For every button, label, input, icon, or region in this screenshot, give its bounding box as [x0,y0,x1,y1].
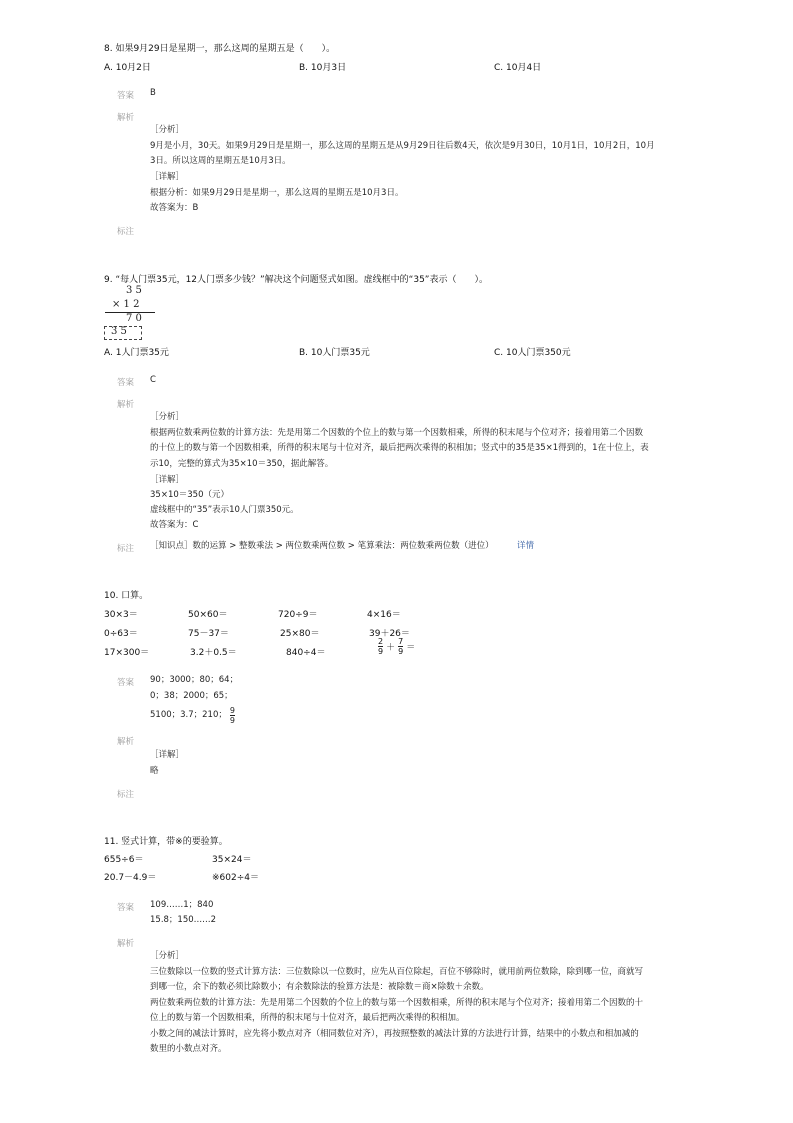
q11-item: 655÷6＝ [104,855,144,865]
q9-option-a: A. 1人门票35元 [104,348,169,358]
q9-xiangjie-line: 故答案为：C [150,520,199,530]
q9-xiangjie-tag: ［详解］ [150,475,185,485]
q8-fenxi-tag: ［分析］ [150,125,185,135]
q11-fenxi-line: 三位数除以一位数的竖式计算方法：三位数除以一位数时，应先从百位除起，百位不够除时，就用前两位数除，除到哪一位，商就写 [150,967,644,977]
q9-note-label: 标注 [117,544,135,554]
q8-xiangjie-line: 故答案为：B [150,203,199,213]
calc-partial-1: 7 0 [126,313,142,324]
fraction [398,637,403,656]
q10-analysis-label: 解析 [117,737,135,747]
q9-xiangjie-line: 虚线框中的“35”表示10人门票350元。 [150,505,299,515]
q11-analysis-label: 解析 [117,939,135,949]
q8-option-a: A. 10月2日 [104,63,151,73]
q10-item: 0÷63＝ [104,629,138,639]
calc-partial-2: 3 5 [111,326,127,337]
q11-fenxi-line: 数里的小数点对齐。 [150,1044,227,1054]
numerator: 9 [229,706,235,715]
fraction [378,637,383,656]
q11-answer-line: 109……1；840 [150,900,214,910]
q8-answer: B [150,88,156,98]
q11-fenxi-line: 到哪一位，余下的数必须比除数小；有余数除法的验算方法是：被除数＝商×除数＋余数。 [150,982,489,992]
equals-sign: ＝ [406,643,416,653]
q10-note-label: 标注 [117,790,135,800]
q11-fenxi-line: 小数之间的减法计算时，应先将小数点对齐（相同数位对齐），再按照整数的减法计算的方法进行计算，结果中的小数点和相加减的 [150,1029,639,1039]
q11-fenxi-tag: ［分析］ [150,951,185,961]
denominator: 9 [378,647,384,656]
q9-option-b: B. 10人门票35元 [299,348,370,358]
calc-multiplier: × 1 2 [112,299,140,310]
q8-note-label: 标注 [117,227,135,237]
q11-item: 35×24＝ [212,855,252,865]
denominator: 9 [398,647,404,656]
q10-answer-line [150,706,235,725]
q10-item: 4×16＝ [367,610,401,620]
q10-item: 840÷4＝ [286,648,326,658]
q10-item: 25×80＝ [280,629,320,639]
q9-answer: C [150,375,156,385]
q8-fenxi-line: 3日。所以这周的星期五是10月3日。 [150,156,291,166]
q10-xiangjie-tag: ［详解］ [150,750,185,760]
q8-answer-label: 答案 [117,91,135,101]
q10-item: 75－37＝ [188,629,229,639]
q10-answer-line: 0；38；2000；65； [150,691,233,701]
q9-answer-label: 答案 [117,378,135,388]
answer-fraction [230,706,235,725]
q11-item: ※602÷4＝ [212,873,259,883]
numerator: 2 [378,637,384,646]
denominator: 9 [229,716,235,725]
q10-answer-line: 90；3000；80；64； [150,675,239,685]
q11-answer-line: 15.8；150……2 [150,915,217,925]
q8-option-b: B. 10月3日 [299,63,347,73]
q9-fenxi-line: 的十位上的数与第一个因数相乘，所得的积末尾与十位对齐，最后把两次乘得的积相加；竖式中的35是35×1得到的，1在十位上，表 [150,443,649,453]
q9-detail-link[interactable]: 详情 [517,541,535,551]
question-9-text: 9. “每人门票35元，12人门票多少钱？”解决这个问题竖式如图。虚线框中的“35”表示（ ）。 [104,275,488,285]
q11-answer-label: 答案 [117,903,135,913]
q8-analysis-label: 解析 [117,113,135,123]
q10-answer-label: 答案 [117,678,135,688]
q9-knowledge-point: ［知识点］数的运算 > 整数乘法 > 两位数乘两位数 > 笔算乘法：两位数乘两位数（进位） [150,541,494,551]
q10-item: 39＋26＝ [369,629,410,639]
q10-fraction-item [378,637,415,656]
question-11-text: 11. 竖式计算，带※的要验算。 [104,837,228,847]
answer-text: 5100；3.7；210； [150,709,227,720]
q11-fenxi-line: 位上的数与第一个因数相乘，所得的积末尾与十位对齐，最后把两次乘得的积相加。 [150,1013,465,1023]
q10-xiangjie-line: 略 [150,766,159,776]
q10-item: 720÷9＝ [278,610,318,620]
q9-xiangjie-line: 35×10＝350（元） [150,490,229,500]
calc-multiplicand: 3 5 [126,285,142,296]
question-10-text: 10. 口算。 [104,591,149,601]
q8-xiangjie-tag: ［详解］ [150,172,185,182]
q10-item: 30×3＝ [104,610,138,620]
q11-fenxi-line: 两位数乘两位数的计算方法：先是用第二个因数的个位上的数与第一个因数相乘，所得的积末尾与个位对齐；接着用第二个因数的十 [150,998,644,1008]
q10-item: 50×60＝ [188,610,228,620]
q10-item: 17×300＝ [104,648,150,658]
q10-item: 3.2＋0.5＝ [190,648,237,658]
q8-fenxi-line: 9月是小月，30天。如果9月29日是星期一，那么这周的星期五是从9月29日往后数4天，依次是9月30日，10月1日，10月2日，10月 [150,141,655,151]
q9-option-c: C. 10人门票350元 [494,348,571,358]
q11-item: 20.7－4.9＝ [104,873,157,883]
q9-fenxi-line: 根据两位数乘两位数的计算方法：先是用第二个因数的个位上的数与第一个因数相乘，所得的积末尾与个位对齐；接着用第二个因数 [150,428,644,438]
q9-analysis-label: 解析 [117,400,135,410]
q9-fenxi-tag: ［分析］ [150,412,185,422]
question-8-text: 8. 如果9月29日是星期一，那么这周的星期五是（ ）。 [104,44,336,54]
q8-option-c: C. 10月4日 [494,63,542,73]
plus-sign: ＋ [386,643,396,653]
numerator: 7 [398,637,404,646]
q9-fenxi-line: 示10，完整的算式为35×10＝350，据此解答。 [150,459,334,469]
q8-xiangjie-line: 根据分析：如果9月29日是星期一，那么这周的星期五是10月3日。 [150,188,404,198]
